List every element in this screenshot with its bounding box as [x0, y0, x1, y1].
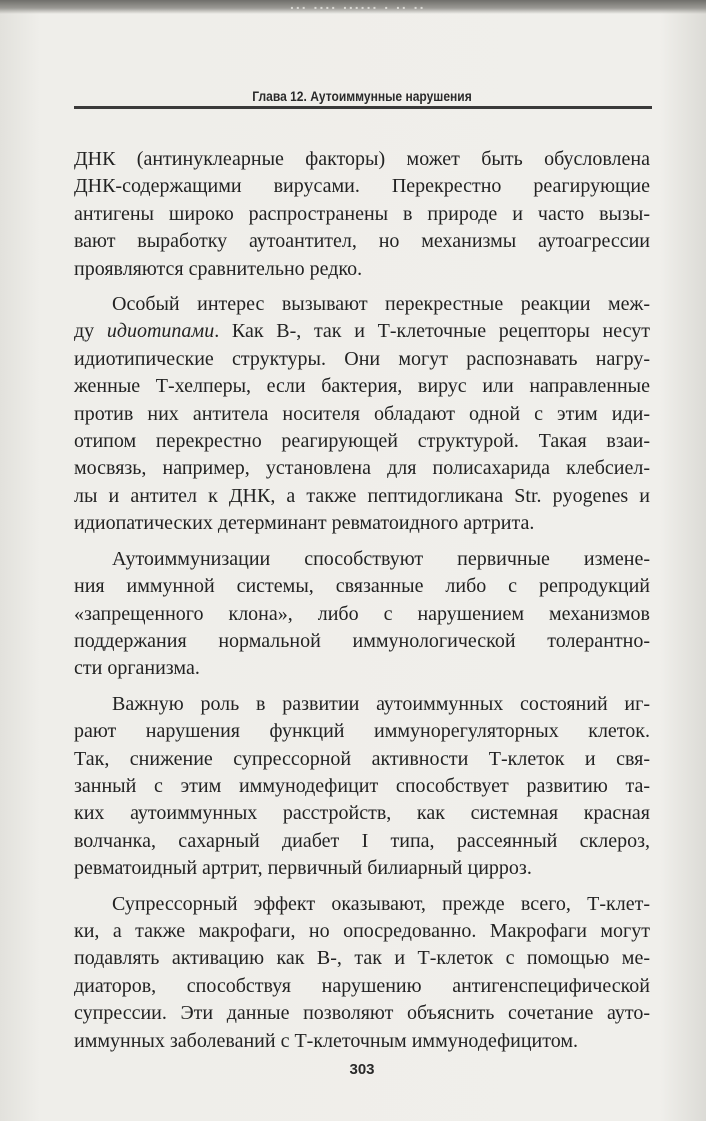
text-line: против них антитела носителя обладают одной с этим иди- — [74, 402, 650, 425]
scan-top-edge — [0, 0, 706, 14]
text-line: проявляются сравнительно редко. — [74, 257, 363, 280]
text-line: занный с этим иммунодефицит способствует развитию та- — [74, 774, 650, 797]
text-line: идиопатических детерминант ревматоидного артрита. — [74, 512, 535, 535]
text-line: Важную роль в развитии аутоиммунных состояний иг- — [112, 692, 650, 715]
text-line: рают нарушения функций иммунорегуляторных клеток. — [74, 720, 650, 743]
text-line: ких аутоиммунных расстройств, как системная красная — [74, 802, 650, 825]
text-line: женные Т-хелперы, если бактерия, вирус или направленные — [74, 375, 650, 398]
text-line: антигены широко распространены в природе и часто вызы- — [74, 202, 650, 225]
text-line: подавлять активацию как В-, так и Т-клеток с помощью ме- — [74, 947, 650, 970]
text-line: ки, а также макрофаги, но опосредованно. Макрофаги могут — [74, 919, 650, 942]
text-line: сти организма. — [74, 657, 200, 680]
page-body-text — [74, 146, 650, 1063]
paragraph — [74, 146, 650, 283]
page-number: 303 — [349, 1061, 375, 1078]
text-line: ду идиотипами. Как В-, так и Т-клеточные рецепторы несут — [74, 320, 650, 343]
text-line: ДНК-содержащими вирусами. Перекрестно реагирующие — [74, 175, 650, 198]
paragraph — [74, 546, 650, 683]
paragraph — [74, 291, 650, 538]
paragraph — [74, 891, 650, 1055]
text-line: Особый интерес вызывают перекрестные реакции меж- — [112, 293, 650, 316]
text-line: Супрессорный эффект оказывают, прежде всего, Т-клет- — [112, 892, 650, 915]
text-line: ревматоидный артрит, первичный билиарный цирроз. — [74, 857, 532, 880]
text-line: иммунных заболеваний с Т-клеточным иммунодефицитом. — [74, 1029, 578, 1052]
text-line: Аутоиммунизации способствуют первичные измене- — [112, 547, 650, 570]
paragraph — [74, 691, 650, 883]
header-rule — [74, 106, 652, 109]
text-line: поддержания нормальной иммунологической толерантно- — [74, 629, 650, 652]
text-line: мосвязь, например, установлена для полисахарида клебсиел- — [74, 457, 650, 480]
cut-off-previous-text: ... .... ...... . .. .. — [290, 0, 426, 12]
text-line: диаторов, способствуя нарушению антигенспецифической — [74, 974, 650, 997]
text-line: вают выработку аутоантител, но механизмы аутоагрессии — [74, 230, 650, 253]
text-line: супрессии. Эти данные позволяют объяснить сочетание ауто- — [74, 1002, 650, 1025]
text-line: Так, снижение супрессорной активности Т-клеток и свя- — [74, 747, 650, 770]
text-line: волчанка, сахарный диабет I типа, рассеянный склероз, — [74, 829, 650, 852]
text-line: отипом перекрестно реагирующей структурой. Такая взаи- — [74, 430, 650, 453]
running-header: Глава 12. Аутоиммунные нарушения — [252, 88, 472, 104]
text-line: ДНК (антинуклеарные факторы) может быть обусловлена — [74, 148, 650, 170]
text-line: «запрещенного клона», либо с нарушением механизмов — [74, 602, 650, 625]
italic-term: идиотипами — [106, 320, 215, 343]
text-line: идиотипические структуры. Они могут распознавать нагру- — [74, 347, 650, 370]
text-line: ния иммунной системы, связанные либо с репродукций — [74, 575, 650, 598]
text-line: лы и антител к ДНК, а также пептидогликана Str. pyogenes и — [74, 484, 650, 507]
